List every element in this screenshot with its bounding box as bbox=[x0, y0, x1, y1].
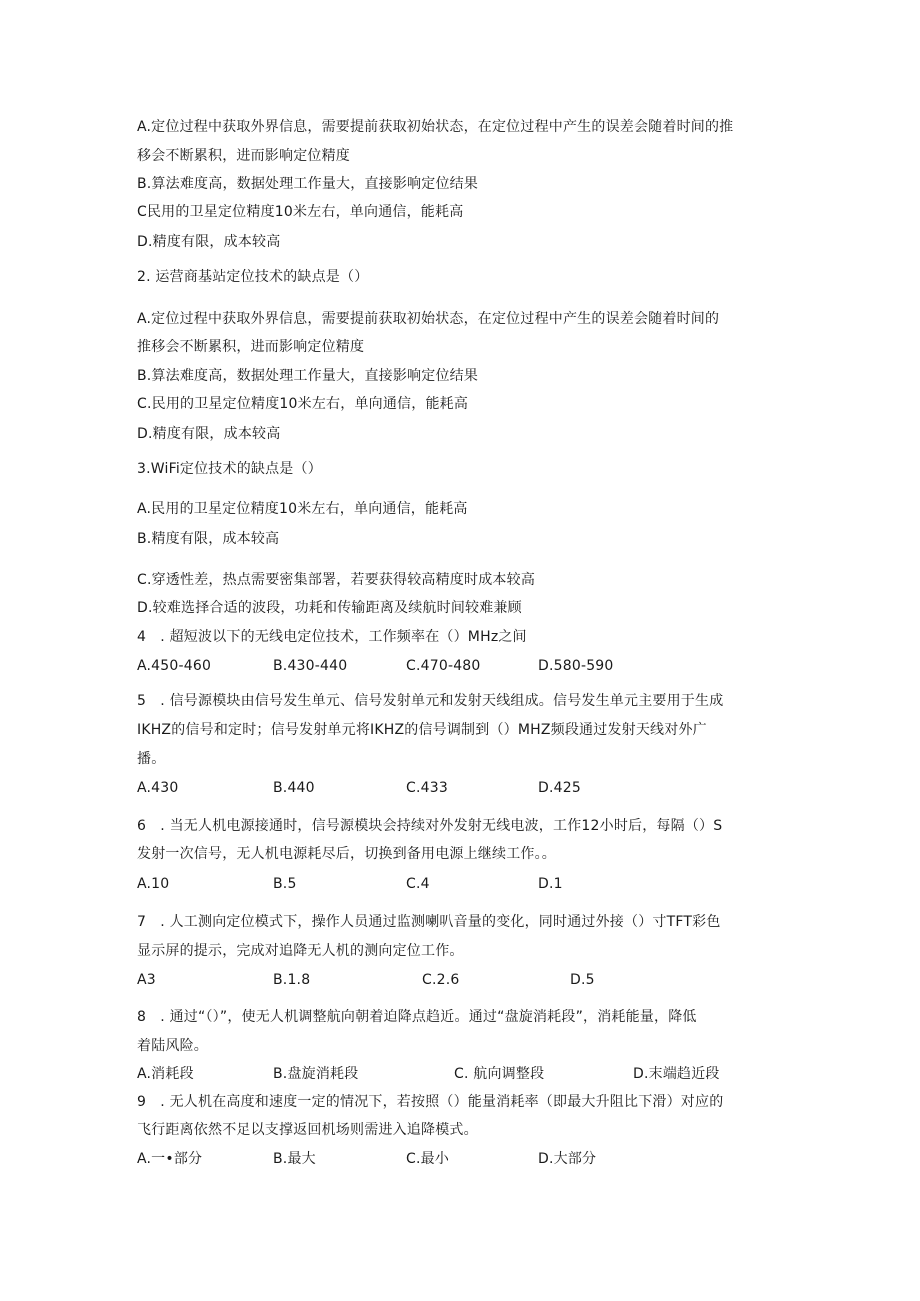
q3-option-a: A.民用的卫星定位精度10米左右，单向通信，能耗高 bbox=[137, 501, 468, 517]
q6-option-c: C.4 bbox=[406, 876, 430, 892]
q5-option-c: C.433 bbox=[406, 780, 448, 796]
q1-option-a-line2: 移会不断累积，进而影响定位精度 bbox=[137, 148, 350, 164]
q5-stem-line1: 5 . 信号源模块由信号发生单元、信号发射单元和发射天线组成。信号发生单元主要用于生成 bbox=[137, 693, 724, 709]
q7-option-b: B.1.8 bbox=[273, 972, 311, 988]
q1-option-d: D.精度有限，成本较高 bbox=[137, 234, 281, 250]
q3-option-b: B.精度有限，成本较高 bbox=[137, 531, 280, 547]
q7-option-c: C.2.6 bbox=[422, 972, 460, 988]
q9-stem-line2: 飞行距离依然不足以支撑返回机场则需进入追降模式。 bbox=[137, 1122, 478, 1138]
q6-option-a: A.10 bbox=[137, 876, 170, 892]
q5-stem-line3: 播。 bbox=[137, 751, 166, 767]
q4-option-b: B.430-440 bbox=[273, 658, 348, 674]
q6-stem-line2: 发射一次信号，无人机电源耗尽后，切换到备用电源上继续工作。。 bbox=[137, 846, 556, 862]
q3-option-c: C.穿透性差，热点需要密集部署，若要获得较高精度时成本较高 bbox=[137, 572, 536, 588]
q8-option-c: C. 航向调整段 bbox=[454, 1066, 545, 1082]
q9-option-b: B.最大 bbox=[273, 1151, 316, 1167]
q4-option-a: A.450-460 bbox=[137, 658, 212, 674]
q7-option-d: D.5 bbox=[570, 972, 595, 988]
q9-stem-line1: 9 . 无人机在高度和速度一定的情况下，若按照（）能量消耗率（即最大升阻比下滑）对应的 bbox=[137, 1094, 724, 1110]
q4-option-d: D.580-590 bbox=[538, 658, 614, 674]
q1-option-a-line1: A.定位过程中获取外界信息，需要提前获取初始状态，在定位过程中产生的误差会随着时间的推 bbox=[137, 119, 734, 135]
q5-option-d: D.425 bbox=[538, 780, 581, 796]
q4-stem: 4 . 超短波以下的无线电定位技术，工作频率在（）MHz之间 bbox=[137, 629, 527, 645]
q1-option-c: C民用的卫星定位精度10米左右，单向通信，能耗高 bbox=[137, 204, 464, 220]
q3-option-d: D.较难选择合适的波段，功耗和传输距离及续航时间较难兼顾 bbox=[137, 600, 522, 616]
q9-option-c: C.最小 bbox=[406, 1151, 450, 1167]
q8-stem-line1: 8 . 通过“（）”，使无人机调整航向朝着迫降点趋近。通过“盘旋消耗段”，消耗能量，降低 bbox=[137, 1009, 697, 1025]
q8-stem-line2: 着陆风险。 bbox=[137, 1038, 208, 1054]
q7-stem-line2: 显示屏的提示，完成对追降无人机的测向定位工作。 bbox=[137, 943, 464, 959]
q2-stem: 2. 运营商基站定位技术的缺点是（） bbox=[137, 269, 369, 285]
q8-option-b: B.盘旋消耗段 bbox=[273, 1066, 359, 1082]
q5-stem-line2: IKHZ的信号和定时；信号发射单元将IKHZ的信号调制到（）MHZ频段通过发射天线对外广 bbox=[137, 722, 707, 738]
q2-option-a-line2: 推移会不断累积，进而影响定位精度 bbox=[137, 339, 365, 355]
q8-option-d: D.末端趋近段 bbox=[633, 1066, 720, 1082]
q1-option-b: B.算法难度高，数据处理工作量大，直接影响定位结果 bbox=[137, 176, 479, 192]
q8-option-a: A.消耗段 bbox=[137, 1066, 194, 1082]
q5-option-b: B.440 bbox=[273, 780, 315, 796]
q2-option-d: D.精度有限，成本较高 bbox=[137, 426, 281, 442]
q6-option-b: B.5 bbox=[273, 876, 297, 892]
q4-option-c: C.470-480 bbox=[406, 658, 481, 674]
q2-option-b: B.算法难度高，数据处理工作量大，直接影响定位结果 bbox=[137, 368, 479, 384]
q3-stem: 3.WiFi定位技术的缺点是（） bbox=[137, 461, 322, 477]
q2-option-c: C.民用的卫星定位精度10米左右，单向通信，能耗高 bbox=[137, 396, 469, 412]
q6-stem-line1: 6 . 当无人机电源接通时，信号源模块会持续对外发射无线电波，工作12小时后，每隔（）S bbox=[137, 818, 723, 834]
q7-stem-line1: 7 . 人工测向定位模式下，操作人员通过监测喇叭音量的变化，同时通过外接（）寸TFT彩色 bbox=[137, 914, 721, 930]
q9-option-d: D.大部分 bbox=[538, 1151, 597, 1167]
q9-option-a: A.一•部分 bbox=[137, 1151, 203, 1167]
q2-option-a-line1: A.定位过程中获取外界信息，需要提前获取初始状态，在定位过程中产生的误差会随着时间的 bbox=[137, 311, 720, 327]
q7-option-a: A3 bbox=[137, 972, 156, 988]
q6-option-d: D.1 bbox=[538, 876, 563, 892]
q5-option-a: A.430 bbox=[137, 780, 179, 796]
